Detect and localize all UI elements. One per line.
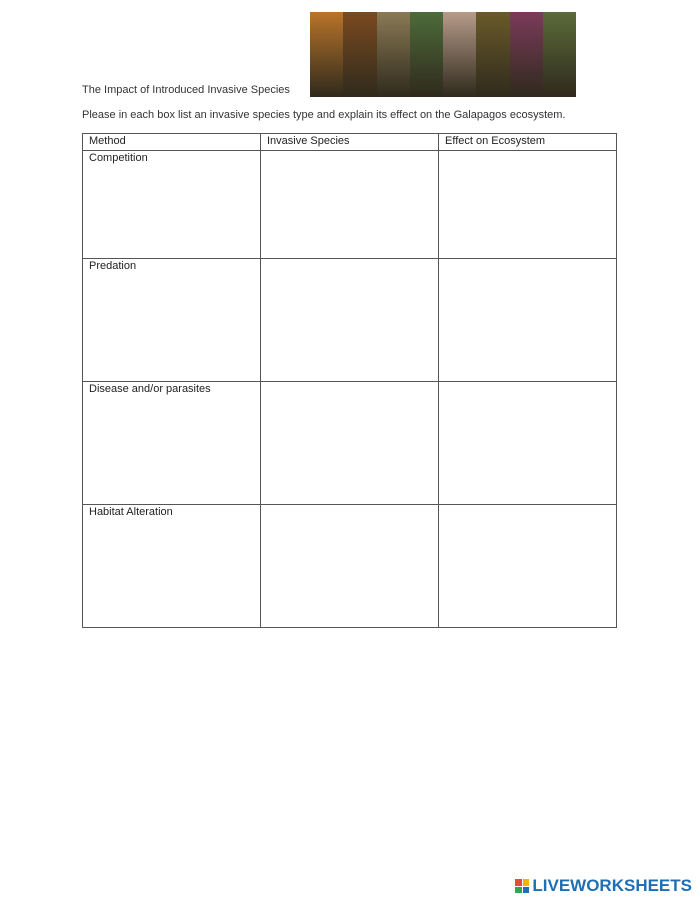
column-header-effect: Effect on Ecosystem [439, 134, 617, 151]
table-row [83, 259, 617, 382]
method-cell: Disease and/or parasites [83, 382, 261, 505]
method-cell: Habitat Alteration [83, 505, 261, 628]
effect-answer-box[interactable] [439, 259, 617, 382]
effect-answer-box[interactable] [439, 151, 617, 259]
photo-strip [443, 12, 476, 97]
photo-strip [476, 12, 509, 97]
species-answer-box[interactable] [261, 505, 439, 628]
worksheet-table [82, 133, 617, 628]
photo-strip [410, 12, 443, 97]
table-row [83, 382, 617, 505]
instructions-text: Please in each box list an invasive species type and explain its effect on the Galapagos ecosystem. [82, 109, 566, 121]
effect-answer-box[interactable] [439, 382, 617, 505]
table-row [83, 151, 617, 259]
effect-answer-box[interactable] [439, 505, 617, 628]
photo-strip [310, 12, 343, 97]
species-answer-box[interactable] [261, 382, 439, 505]
column-header-method: Method [83, 134, 261, 151]
species-photo-banner [310, 12, 576, 97]
photo-strip [343, 12, 376, 97]
liveworksheets-logo-text: LIVEWORKSHEETS [532, 876, 692, 895]
species-answer-box[interactable] [261, 151, 439, 259]
liveworksheets-logo [515, 876, 692, 896]
photo-strip [543, 12, 576, 97]
photo-strip [510, 12, 543, 97]
method-cell: Competition [83, 151, 261, 259]
page-title: The Impact of Introduced Invasive Species [82, 84, 290, 96]
liveworksheets-logo-icon [515, 879, 529, 893]
column-header-species: Invasive Species [261, 134, 439, 151]
species-answer-box[interactable] [261, 259, 439, 382]
method-cell: Predation [83, 259, 261, 382]
photo-strip [377, 12, 410, 97]
table-row [83, 505, 617, 628]
table-header-row [83, 134, 617, 151]
